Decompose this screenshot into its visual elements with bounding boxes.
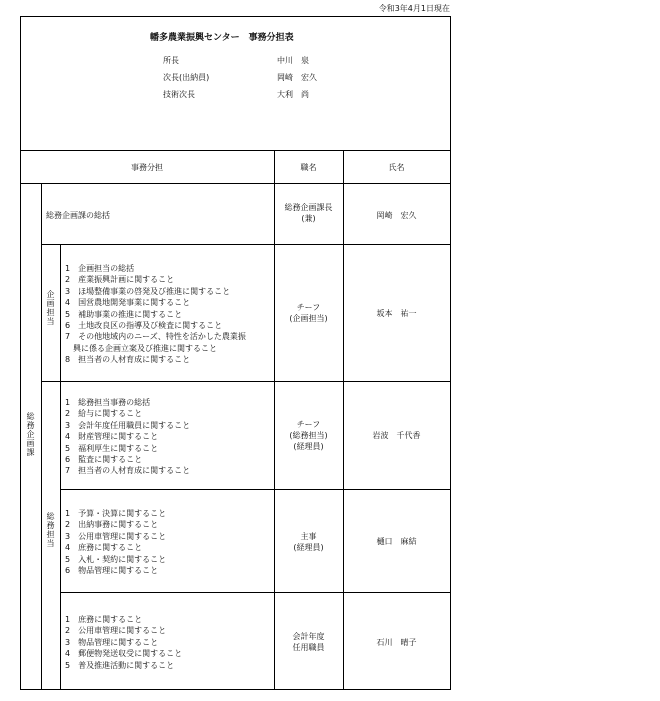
header-duties: 事務分担 — [131, 163, 163, 172]
frame-bottom — [20, 689, 451, 690]
frame-right — [450, 16, 451, 690]
row3-bottom-line — [60, 592, 451, 593]
position-general-clerk: 主事 (経理員) — [293, 532, 324, 552]
frame-top — [20, 16, 451, 17]
summary-bottom-line — [41, 244, 451, 245]
duties-planning: 1 企画担当の総括 2 産業振興計画に関すること 3 ほ場整備事業の啓発及び推進に関すること 4 国営農地開発事業に関すること 5 補助事業の推進に関すること 6 土地改良区の指導及び検査に関すること 7 その他地域内のニーズ、特性を活かした農業振 興に係る企画立案及び推進に関すること 8 担当者の人材育成に関すること — [65, 264, 246, 365]
name-general-chief: 岩波 千代香 — [372, 431, 421, 440]
duties-general-staff: 1 庶務に関すること 2 公用車管理に関すること 3 物品管理に関すること 4 郵便物発送収受に関すること 5 普及推進活動に関すること — [65, 615, 183, 670]
name-planning: 坂本 祐一 — [376, 309, 417, 318]
staff-role-deputy: 次長(出納員) — [163, 73, 210, 82]
group-label-planning: 企画担当 — [46, 290, 55, 326]
name-general-staff: 石川 晴子 — [376, 638, 417, 647]
summary-name: 岡崎 宏久 — [376, 211, 417, 220]
position-planning: チーフ (企画担当) — [289, 303, 328, 323]
section-col-line — [41, 183, 42, 690]
group-label-general: 総務担当 — [46, 512, 55, 548]
col-line-name — [343, 150, 344, 690]
staff-role-tech-deputy: 技術次長 — [163, 90, 195, 99]
header-top-line — [20, 150, 451, 151]
name-general-clerk: 樋口 麻結 — [376, 537, 417, 546]
row1-bottom-line — [41, 381, 451, 382]
staff-name-deputy: 岡崎 宏久 — [277, 73, 317, 82]
header-position: 職名 — [300, 163, 317, 172]
duties-general-chief: 1 総務担当事務の総括 2 給与に関すること 3 会計年度任用職員に関すること 4 財産管理に関すること 5 福利厚生に関すること 6 監査に関すること 7 担当者の人材育成に関すること — [65, 398, 191, 476]
section-label: 総務企画課 — [26, 412, 35, 457]
staff-name-director: 中川 泉 — [277, 56, 309, 65]
staff-role-director: 所長 — [163, 56, 179, 65]
frame-left — [20, 16, 21, 690]
row2-bottom-line — [60, 489, 451, 490]
page-title: 幡多農業振興センター 事務分担表 — [150, 33, 294, 43]
header-bottom-line — [20, 183, 451, 184]
duties-general-clerk: 1 予算・決算に関すること 2 出納事務に関すること 3 公用車管理に関すること 4 庶務に関すること 5 入札・契約に関すること 6 物品管理に関すること — [65, 509, 167, 576]
group-col-line — [60, 244, 61, 690]
summary-duty: 総務企画課の総括 — [46, 211, 110, 220]
position-general-chief: チーフ (総務担当) (経理員) — [289, 420, 328, 451]
summary-position: 総務企画課長 (兼) — [284, 203, 333, 223]
as-of-date: 令和3年4月1日現在 — [378, 4, 450, 13]
header-name: 氏名 — [388, 163, 405, 172]
staff-name-tech-deputy: 大利 尚 — [277, 90, 309, 99]
position-general-staff: 会計年度 任用職員 — [292, 632, 325, 652]
